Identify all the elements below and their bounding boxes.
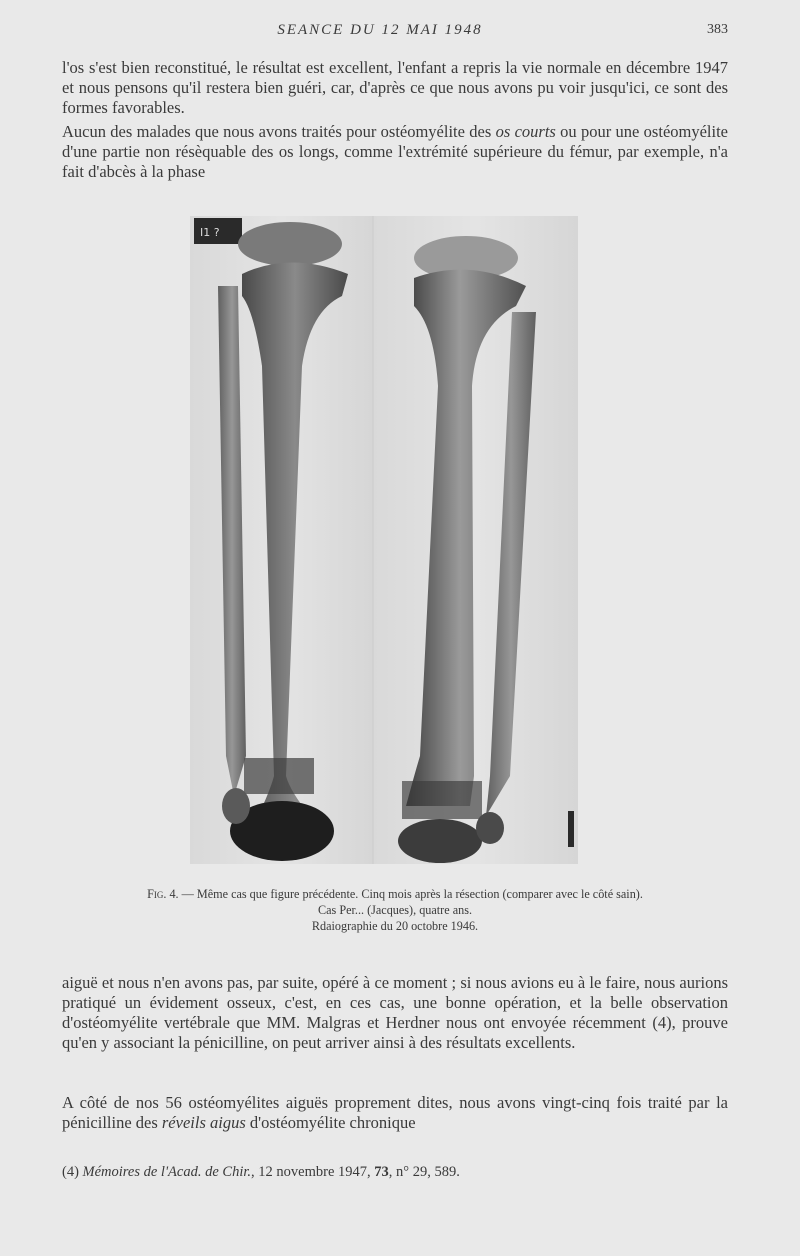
footnote-number: (4): [62, 1164, 83, 1180]
paragraph-4: [62, 1093, 728, 1133]
caption-line-3: Rdaiographie du 20 octobre 1946.: [311, 919, 479, 933]
paragraph-4-text-a: A côté de nos 56 ostéomyélites aiguës proprement dites, nous avons vingt-cinq fois traité par la pénicilline des: [62, 1093, 728, 1132]
figure-caption: [62, 886, 728, 934]
caption-line-1-text: — Même cas que figure précédente. Cinq mois après la résection (comparer avec le côté sain).: [178, 887, 643, 901]
footnote-date: , 12 novembre 1947,: [251, 1164, 375, 1180]
paragraph-3-text: aiguë et nous n'en avons pas, par suite, opéré à ce moment ; si nous avions eu à le faire, nous aurions pratiqué un évidement osseux, c'est, en ces cas, une bonne opération, et la belle observation d'ostéomyélite vertébrale que MM. Malgras et Herdner nous ont envoyée récemment (4), prouve qu'en y associant la pénicilline, on peut arriver ainsi à des résultats excellents.: [62, 973, 728, 1052]
page-header: [0, 22, 800, 44]
paragraph-2: [62, 122, 728, 182]
footnote: [62, 1163, 728, 1181]
paragraph-1-text: l'os s'est bien reconstitué, le résultat est excellent, l'enfant a repris la vie normale en décembre 1947 et nous pensons qu'il restera bien guéri, car, d'après ce que nous avons pu voir jusqu'ici, ce sont des formes favorables.: [62, 58, 728, 117]
footnote-issue: , n° 29, 589.: [388, 1164, 460, 1180]
paragraph-4-emphasis: réveils aigus: [161, 1113, 246, 1132]
radiograph-image: [190, 216, 578, 864]
footnote-journal: Mémoires de l'Acad. de Chir.: [82, 1164, 252, 1180]
paragraph-3: [62, 973, 728, 1053]
radiograph-figure: [190, 216, 578, 864]
paragraph-2-text-a: Aucun des malades que nous avons traités pour ostéomyélite des: [62, 122, 496, 141]
caption-label: Fig. 4.: [147, 887, 179, 901]
footnote-volume: 73: [374, 1164, 389, 1180]
running-head: SEANCE DU 12 MAI 1948: [277, 22, 483, 38]
svg-text:I1 ?: I1 ?: [200, 226, 220, 239]
page-number: 383: [707, 22, 728, 37]
paragraph-2-emphasis: os courts: [495, 122, 556, 141]
paragraph-1: [62, 58, 728, 118]
caption-line-1: [62, 886, 728, 902]
paragraph-4-text-b: d'ostéomyélite chronique: [245, 1113, 416, 1132]
paragraph-2-text-b: ou pour une ostéomyélite d'une partie non résèquable des os longs, comme l'extrémité supérieure du fémur, par exemple, n'a fait d'abcès à la phase: [62, 122, 728, 181]
caption-line-2: Cas Per... (Jacques), quatre ans.: [318, 903, 472, 917]
